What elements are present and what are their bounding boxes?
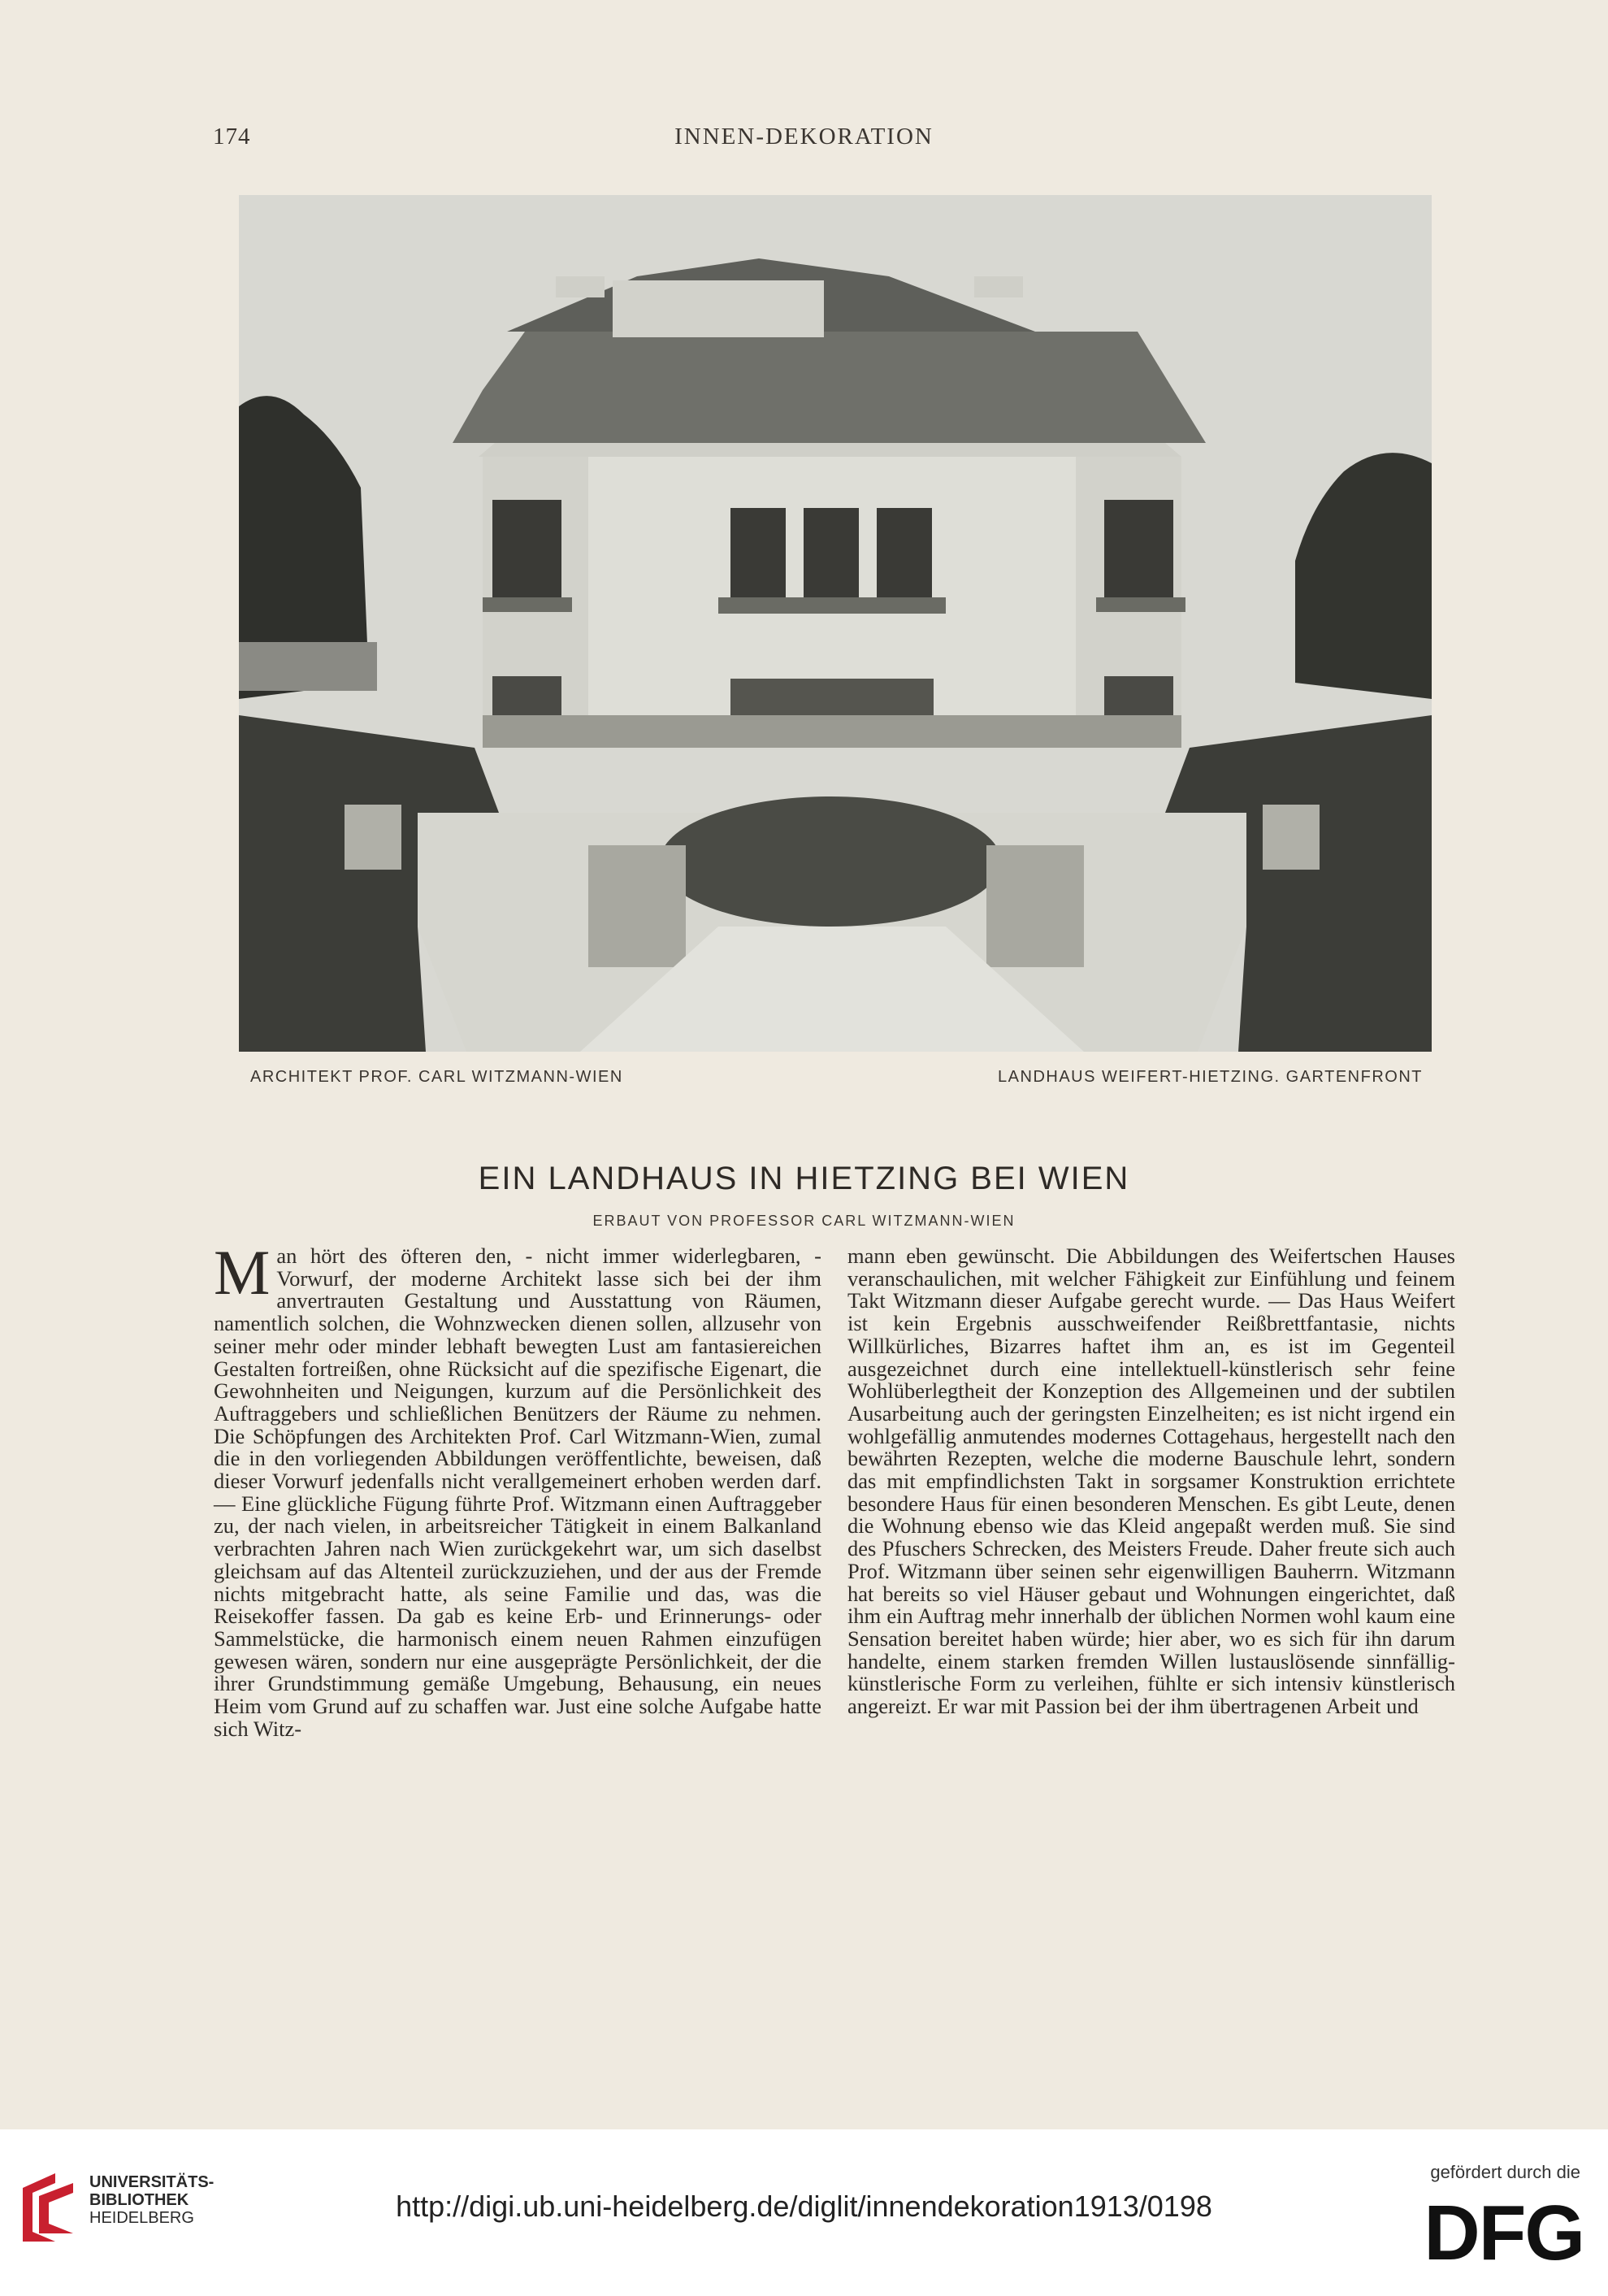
drop-cap: M [214,1237,271,1308]
text-column-right [847,1245,1455,1718]
digitization-footer [0,2129,1608,2296]
column-left-text: an hört des öfteren den, - nicht immer widerlegbaren, - Vorwurf, der moderne Architekt lasse sich bei der ihm anvertrauten Gestaltung und Ausstattung von Räumen, namentlich solchen, die Wohnzwecken dienen sollen, allzusehr von seiner mehr oder minder lebhaft bewegten Lust am fantasiereichen Gestalten fortreißen, ohne Rücksicht auf die spezifische Eigenart, die Gewohnheiten und Neigungen, kurzum auf die Persönlichkeit des Auftraggebers und schließlichen Benützers der Räume zu nehmen. Die Schöpfungen des Architekten Prof. Carl Witzmann-Wien, zumal die in den vorliegenden Abbildungen veröffentlichte, beweisen, daß dieser Vorwurf jedenfalls nicht verallgemeinert erhoben werden darf. — Eine glückliche Fügung führte Prof. Witzmann einen Auftraggeber zu, der nach vielen, in arbeitsreicher Tätigkeit in einem Balkanland verbrachten Jahren nach Wien zurückgekehrt war, um sich daselbst gleichsam auf das Altenteil zurückzuziehen, und der aus der Fremde nichts mitgebracht hatte, als seine Familie und das, was die Reisekoffer fassen. Da gab es keine Erb- und Erinnerungs- oder Sammelstücke, die harmonisch einem neuen Rahmen einzufügen gewesen wären, sondern nur eine ausgeprägte Persönlichkeit, der die ihrer Grundstimmung gemäße Umgebung, Behausung, ein neues Heim vom Grund auf zu schaffen war. Just eine solche Aufgabe hatte sich Witz- [214,1243,821,1741]
photo-caption-architect: ARCHITEKT PROF. CARL WITZMANN-WIEN [250,1068,623,1086]
dfg-logo: DFG [1424,2190,1584,2276]
page-number: 174 [213,124,251,150]
house-photograph [239,195,1432,1052]
funded-by-label: gefördert durch die [1430,2162,1580,2182]
library-line-3: HEIDELBERG [89,2209,194,2227]
text-column-left [214,1237,821,1741]
running-header: INNEN-DEKORATION [674,124,934,150]
column-right-text: mann eben gewünscht. Die Abbildungen des Weifertschen Hauses veranschaulichen, mit welcher Fähigkeit zur Einfühlung und feinem Takt Witzmann dieser Aufgabe gerecht wurde. — Das Haus Weifert ist kein Ergebnis ausschweifender Reißbrettfantasie, nichts Willkürliches, Bizarres haftet ihm an, es ist im Gegenteil ausgezeichnet durch eine intellektuell-künstlerisch sehr feine Wohlüberlegtheit der Konzeption des Allgemeinen und der subtilen Ausarbeitung auch der geringsten Einzelheiten; es ist nicht irgend ein wohlgefällig anmutendes modernes Cottagehaus, hergestellt nach den bewährten Rezepten, welche die moderne Bauschule lehrt, sondern das mit empfindlichsten Takt in sorgsamer Konstruktion errichtete besondere Haus für einen besonderen Menschen. Es gibt Leute, denen die Wohnung ebenso wie das Kleid angepaßt werden muß. Sie sind des Pfuschers Schrecken, des Meisters Freude. Daher freute sich auch Prof. Witzmann über seinen sehr eigenwilligen Bauherrn. Witzmann hat bereits so viel Häuser gebaut und Wohnungen eingerichtet, daß ihm ein Auftrag mehr innerhalb der üblichen Normen wohl kaum eine Sensation bereitet haben würde; hier aber, wo es sich für ihn darum handelte, einem starken fremden Willen lustauslösende sinnfällig-künstlerische Form zu verleihen, fühlte er sich intensiv künstlerisch angereizt. Er war mit Passion bei der ihm übertragenen Arbeit und [847,1243,1455,1719]
article-title: EIN LANDHAUS IN HIETZING BEI WIEN [478,1161,1130,1196]
photo-caption-title: LANDHAUS WEIFERT-HIETZING. GARTENFRONT [998,1068,1423,1086]
library-line-2: BIBLIOTHEK [89,2191,189,2209]
library-line-1: UNIVERSITÄTS- [89,2173,215,2191]
article-subtitle: ERBAUT VON PROFESSOR CARL WITZMANN-WIEN [592,1213,1016,1229]
permalink-url[interactable]: http://digi.ub.uni-heidelberg.de/diglit/innendekoration1913/0198 [396,2190,1212,2223]
